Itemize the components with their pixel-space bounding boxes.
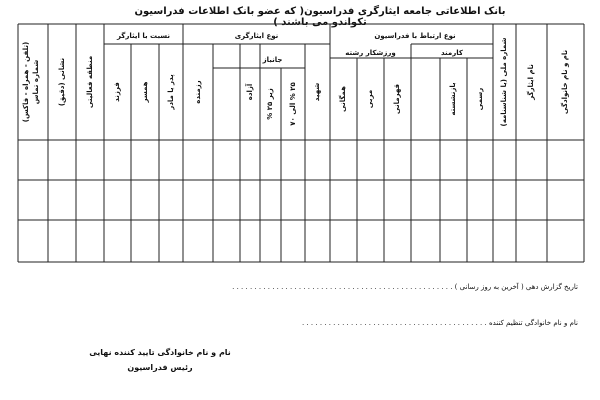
group-relation-to-veteran: نسبت با ایثارگر bbox=[116, 32, 171, 40]
group-employee: کارمند bbox=[441, 49, 463, 57]
col-fullname: نام و نام خانوادگی bbox=[561, 49, 569, 115]
group-janbaz: جانباز bbox=[262, 56, 283, 64]
col-address: نشانی (دقیق) bbox=[58, 57, 66, 107]
col-athlete-champion: قهرمانی bbox=[393, 83, 401, 115]
federation-president-label: رئیس فدراسیون bbox=[127, 363, 193, 372]
prepared-by-label bbox=[302, 319, 578, 327]
prepared-by-dots: . . . . . . . . . . . . . . . . . . . . . . . . . . . . . . . . . . . . . . . . . . bbox=[302, 319, 487, 327]
report-date-label bbox=[232, 283, 578, 291]
col-national-id: شماره ملی (یا شناسنامه) bbox=[500, 37, 508, 127]
col-spouse: همسر bbox=[141, 81, 149, 103]
report-date-text: تاریخ گزارش دهی ( آخرین به روز رسانی ) bbox=[454, 283, 578, 291]
group-relation: نوع ارتباط با فدراسیون bbox=[374, 32, 456, 40]
group-athlete: ورزشکار رشته bbox=[345, 49, 396, 57]
col-azadeh: آزاده bbox=[246, 83, 254, 101]
col-rezmandeh: رزمنده bbox=[194, 80, 202, 104]
col-athlete-public: همگانی bbox=[339, 86, 347, 112]
prepared-by-text: نام و نام خانوادگی تنظیم کننده bbox=[488, 319, 578, 327]
col-janbaz-under25: زیر ۲۵ % bbox=[266, 88, 274, 120]
col-athlete-coach: مربی bbox=[366, 89, 374, 109]
col-employee-retired: بازنشسته bbox=[449, 82, 457, 116]
col-phone-sub: (تلفن - همراه - فاکس) bbox=[22, 41, 30, 123]
form-title: بانک اطلاعاتی جامعه ایثارگری فدراسیون( که عضو بانک اطلاعات فدراسیون تکواندو می باشند ) bbox=[134, 6, 506, 28]
col-child: فرزند bbox=[113, 82, 121, 102]
col-employee-official: رسمی bbox=[476, 87, 484, 111]
col-parent: پدر یا مادر bbox=[167, 74, 175, 110]
col-veteran-name: نام ایثارگر bbox=[527, 64, 535, 100]
report-date-dots: . . . . . . . . . . . . . . . . . . . . . . . . . . . . . . . . . . . . . . . . . . . . . . . . . . bbox=[232, 283, 453, 291]
group-veteran-type: نوع ایثارگری bbox=[234, 32, 279, 40]
col-janbaz-over25: ۲۵ % الی ۷۰ bbox=[289, 82, 297, 126]
col-shahid: شهید bbox=[313, 82, 321, 102]
col-phone: شماره تماس bbox=[32, 59, 40, 105]
final-approver-label: نام و نام خانوادگی تایید کننده نهایی bbox=[89, 348, 231, 357]
col-service-area: منطقه فعالیتی bbox=[86, 55, 94, 109]
